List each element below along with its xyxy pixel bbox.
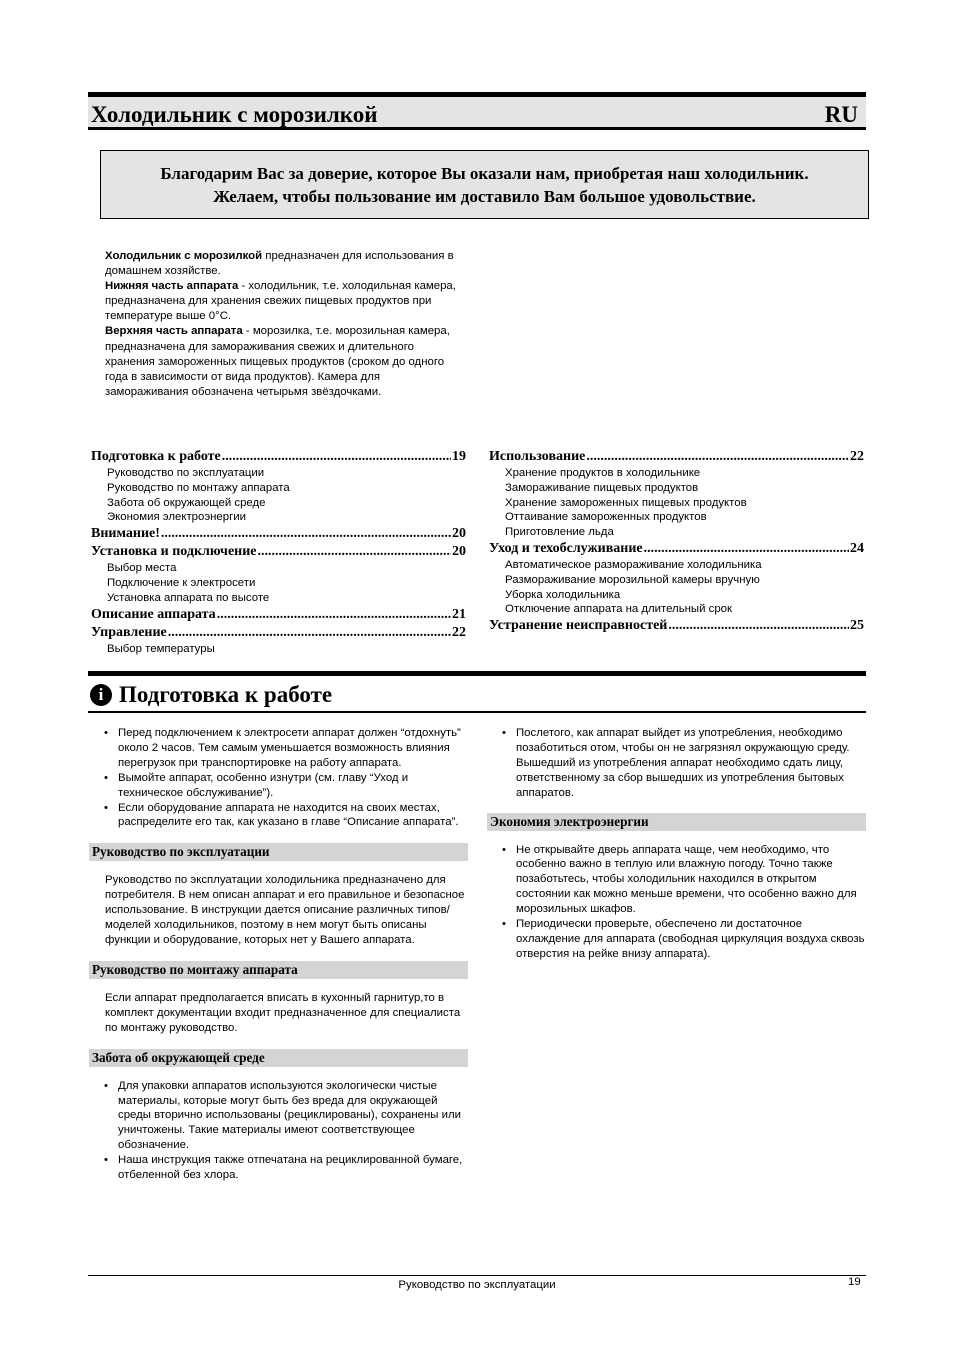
toc-subentry: Выбор температуры bbox=[107, 642, 215, 655]
toc-subentry: Выбор места bbox=[107, 562, 177, 575]
prep-bullets bbox=[89, 726, 468, 830]
toc-right-column bbox=[489, 448, 864, 635]
toc-entry bbox=[489, 540, 864, 558]
intro-bold: Верхняя часть аппарата bbox=[105, 325, 243, 338]
recycle-bullets bbox=[487, 726, 866, 801]
list-item: • Наша инструкция также отпечатана на рециклированной бумаге, отбеленной без хлора. bbox=[89, 1153, 468, 1183]
toc-entry-page: 19 bbox=[452, 449, 466, 464]
toc-entry-label: Уход и техобслуживание bbox=[489, 540, 643, 556]
toc-entry-page: 20 bbox=[452, 526, 466, 542]
intro-text-span: - холодильник, т.е. холодильная камера, предназначена для хранения свежих пищевых продуктов при температуре выше 0°C. bbox=[105, 280, 456, 323]
subheading-manual: Руководство по эксплуатации bbox=[89, 843, 468, 861]
list-item: • Периодически проверьте, обеспечено ли достаточное охлаждение для аппарата (свободная циркуляция воздуха сквозь отверстия на рейке внизу аппарата). bbox=[487, 917, 866, 962]
intro-paragraph bbox=[105, 279, 465, 324]
toc-entry-page: 24 bbox=[850, 540, 864, 556]
toc-entry-page: 22 bbox=[452, 624, 466, 640]
toc-entry-page: 21 bbox=[452, 606, 466, 622]
intro-paragraph bbox=[105, 324, 465, 399]
toc-entry bbox=[91, 606, 466, 624]
toc-entry-label: Устранение неисправностей bbox=[489, 618, 668, 634]
toc-dot-leader bbox=[168, 624, 451, 642]
thanks-line-1: Благодарим Вас за доверие, которое Вы оказали нам, приобретая наш холодильник. bbox=[160, 164, 809, 183]
page-number: 19 bbox=[848, 1276, 861, 1288]
toc-dot-leader bbox=[161, 525, 451, 543]
install-text: Если аппарат предполагается вписать в кухонный гарнитур,то в комплект документации входит предназначенное для специалиста по монтажу руководство. bbox=[105, 991, 461, 1034]
toc-entry-page: 22 bbox=[850, 449, 864, 464]
toc-subentry: Приготовление льда bbox=[505, 526, 614, 539]
toc-subentry: Хранение продуктов в холодильнике bbox=[505, 467, 701, 479]
toc-subentry: Автоматическое размораживание холодильника bbox=[505, 558, 762, 571]
toc-subentry: Забота об окружающей среде bbox=[107, 496, 266, 509]
toc-left-column bbox=[91, 448, 466, 656]
intro-text-span: - морозилка, т.е. морозильная камера, предназначена для замораживания свежих и длительного хранения замороженных пищевых продуктов (сроком до одного года в зависимости от вида продуктов). Камера для замораживания обозначена четырьмя звёздочками. bbox=[105, 325, 450, 398]
language-code: RU bbox=[824, 102, 858, 127]
bullet-text-cont: перегрузок при транспортировке на работу аппарата. bbox=[118, 756, 402, 769]
thanks-box bbox=[100, 150, 869, 219]
list-item: • Если оборудование аппарата не находится на своих местах, распределите его так, как указано в главе “Описание аппарата”. bbox=[89, 801, 468, 831]
toc-dot-leader bbox=[644, 540, 849, 558]
toc-dot-leader bbox=[222, 448, 451, 466]
intro-text bbox=[105, 249, 465, 400]
toc-subentry: Подключение к электросети bbox=[107, 576, 256, 589]
intro-paragraph bbox=[105, 249, 465, 279]
manual-text: Руководство по эксплуатации холодильника предназначено для потребителя. В нем описан аппарат и его правильное и безопасное использование. В инструкции дается описание различных типов/моделей холодильников, поэтому в нем могут быть описаны функции и оборудование, которых нет у Вашего аппарата. bbox=[105, 874, 465, 946]
toc-subentry: Отключение аппарата на длительный срок bbox=[505, 603, 732, 616]
intro-bold: Холодильник с морозилкой bbox=[105, 250, 263, 262]
toc-entry bbox=[91, 543, 466, 561]
toc-subentry: Уборка холодильника bbox=[505, 588, 621, 601]
section-header bbox=[88, 671, 866, 713]
footer-rule bbox=[88, 1275, 866, 1276]
toc-dot-leader bbox=[668, 617, 849, 635]
toc-entry-label: Внимание! bbox=[91, 526, 160, 542]
toc-dot-leader bbox=[217, 606, 451, 624]
toc-subentry: Размораживание морозильной камеры вручную bbox=[505, 573, 760, 586]
toc-entry-label: Установка и подключение bbox=[91, 544, 257, 560]
energy-bullets bbox=[487, 843, 866, 962]
left-column bbox=[89, 726, 468, 1183]
toc-subentry: Оттаивание замороженных продуктов bbox=[505, 511, 707, 524]
right-column bbox=[487, 726, 866, 962]
title-bar bbox=[88, 92, 866, 130]
toc-dot-leader bbox=[586, 448, 849, 466]
intro-text-span: предназначен для использования в домашнем хозяйстве. bbox=[105, 250, 454, 278]
toc-entry-page: 25 bbox=[850, 618, 864, 634]
toc-entry bbox=[489, 617, 864, 635]
toc-entry-label: Описание аппарата bbox=[91, 606, 216, 622]
toc-subentry: Установка аппарата по высоте bbox=[107, 591, 270, 604]
toc-entry bbox=[91, 448, 466, 466]
environment-bullets bbox=[89, 1079, 468, 1183]
list-item: • Послетого, как аппарат выйдет из употребления, необходимо позаботиться отом, чтобы он не загрязнял окружающую среду. Вышедший из употребления аппарат необходимо сдать лицу, ответственному за сбор вышедших из употребления бытовых аппаратов. bbox=[487, 726, 866, 801]
toc-subentry: Руководство по эксплуатации bbox=[107, 467, 265, 479]
page-title: Холодильник с морозилкой bbox=[91, 102, 378, 127]
toc-subentry: Хранение замороженных пищевых продуктов bbox=[505, 496, 747, 509]
toc-entry-label: Управление bbox=[91, 624, 167, 640]
toc-subentry: Замораживание пищевых продуктов bbox=[505, 481, 699, 494]
toc-entry-label: Подготовка к работе bbox=[91, 449, 221, 464]
toc-entry bbox=[489, 448, 864, 466]
subheading-energy: Экономия электроэнергии bbox=[487, 813, 866, 831]
toc-entry-label: Использование bbox=[489, 449, 586, 464]
bullet-text: Перед подключением к электросети аппарат должен “отдохнуть” около 2 часов. Тем самым уменьшается возможность влияния bbox=[118, 727, 461, 754]
footer-text: Руководство по эксплуатации bbox=[398, 1279, 556, 1291]
subheading-install: Руководство по монтажу аппарата bbox=[89, 961, 468, 979]
list-item: • Для упаковки аппаратов используются экологически чистые материалы, которые могут быть без вреда для окружающей среды вторично использованы (рециклированы), сохранены или уничтожены. Такие материалы имеют соответствующее обозначение. bbox=[89, 1079, 468, 1154]
toc-subentry: Руководство по монтажу аппарата bbox=[107, 481, 290, 494]
section-title: Подготовка к работе bbox=[119, 682, 333, 707]
info-icon: i bbox=[90, 684, 112, 706]
toc-entry-page: 20 bbox=[452, 544, 466, 560]
subheading-environment: Забота об окружающей среде bbox=[89, 1049, 468, 1067]
intro-bold: Нижняя часть аппарата bbox=[105, 280, 239, 293]
thanks-line-2: Желаем, чтобы пользование им доставило Вам большое удовольствие. bbox=[213, 187, 756, 206]
toc-subentry: Экономия электроэнергии bbox=[107, 511, 246, 524]
toc-dot-leader bbox=[258, 543, 451, 561]
list-item: • Вымойте аппарат, особенно изнутри (см. главу “Уход и техническое обслуживание”). bbox=[89, 771, 468, 801]
list-item bbox=[89, 726, 468, 771]
list-item: • Не открывайте дверь аппарата чаще, чем необходимо, что особенно важно в теплую или влажную погоду. Точно также позаботьтесь, чтобы холодильник находился в открытом состоянии как можно меньше времени, что особенно важно для морозильных шкафов. bbox=[487, 843, 866, 918]
toc-entry bbox=[91, 624, 466, 642]
toc-entry bbox=[91, 525, 466, 543]
